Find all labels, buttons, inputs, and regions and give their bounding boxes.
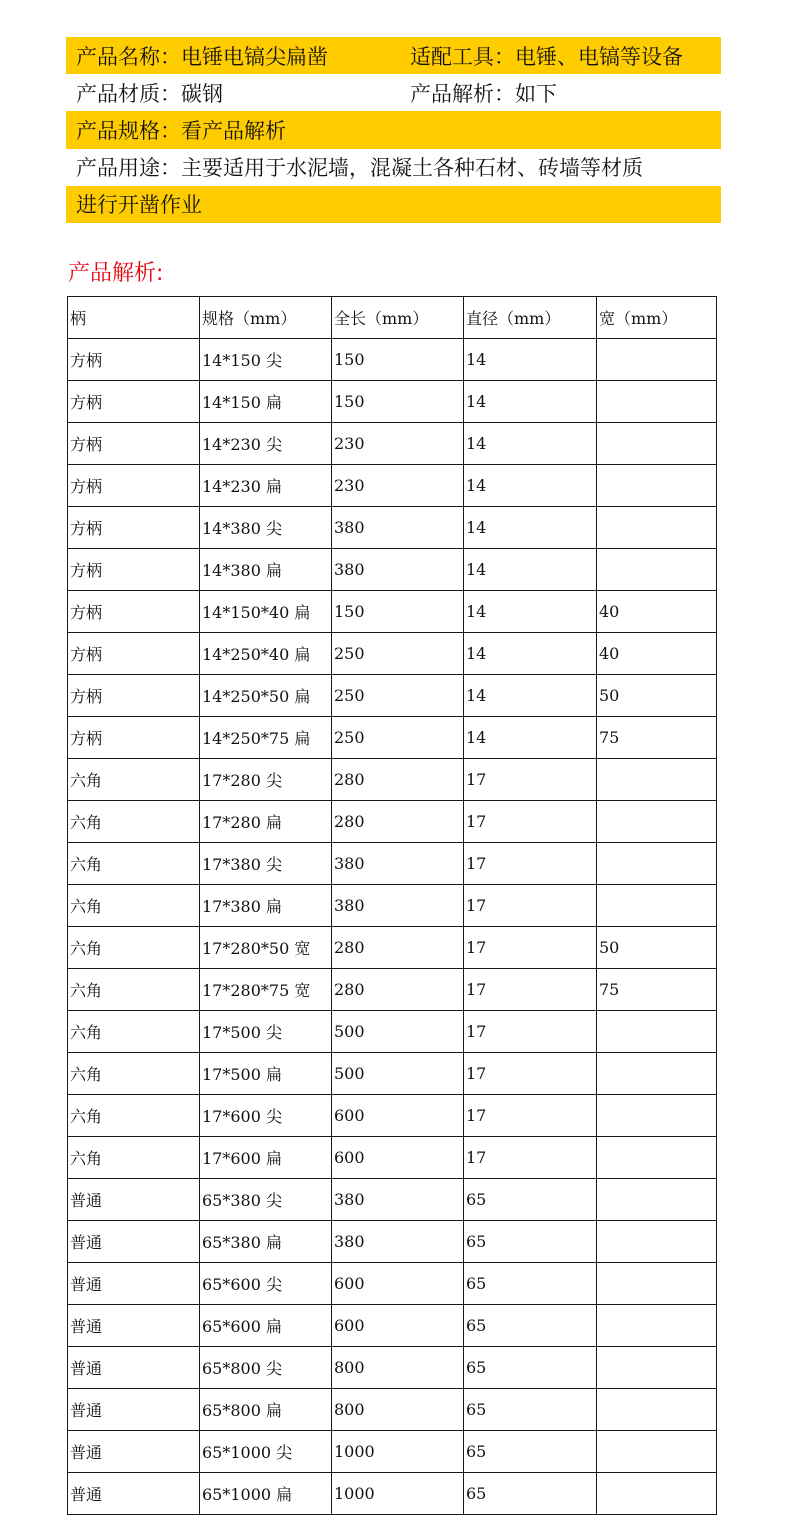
cell-shank: 方柄: [68, 549, 200, 591]
cell-diameter: 17: [464, 1137, 597, 1179]
cell-spec: 14*230 尖: [200, 423, 332, 465]
cell-length: 380: [332, 843, 464, 885]
table-row: [68, 759, 717, 801]
cell-spec: 14*230 扁: [200, 465, 332, 507]
cell-spec: 14*250*75 扁: [200, 717, 332, 759]
table-row: [68, 381, 717, 423]
cell-width: [597, 885, 717, 927]
cell-shank: 六角: [68, 759, 200, 801]
cell-diameter: 65: [464, 1221, 597, 1263]
cell-spec: 65*600 扁: [200, 1305, 332, 1347]
cell-shank: 普通: [68, 1347, 200, 1389]
table-row: [68, 1011, 717, 1053]
product-analysis-note: 产品解析：如下: [410, 81, 557, 106]
product-info-block: [66, 37, 721, 223]
cell-width: 50: [597, 927, 717, 969]
cell-spec: 17*380 扁: [200, 885, 332, 927]
cell-width: [597, 1179, 717, 1221]
table-row: [68, 1473, 717, 1515]
cell-spec: 14*250*50 扁: [200, 675, 332, 717]
table-row: [68, 1305, 717, 1347]
cell-shank: 普通: [68, 1179, 200, 1221]
cell-spec: 17*500 尖: [200, 1011, 332, 1053]
cell-shank: 方柄: [68, 465, 200, 507]
header-spec: 规格（mm）: [200, 297, 332, 339]
cell-diameter: 14: [464, 423, 597, 465]
cell-shank: 方柄: [68, 339, 200, 381]
table-row: [68, 1137, 717, 1179]
cell-shank: 普通: [68, 1473, 200, 1515]
cell-length: 150: [332, 381, 464, 423]
cell-diameter: 65: [464, 1179, 597, 1221]
cell-diameter: 17: [464, 1095, 597, 1137]
cell-length: 500: [332, 1011, 464, 1053]
cell-diameter: 14: [464, 339, 597, 381]
cell-length: 380: [332, 885, 464, 927]
cell-spec: 17*280 尖: [200, 759, 332, 801]
cell-width: [597, 507, 717, 549]
cell-diameter: 14: [464, 675, 597, 717]
cell-diameter: 17: [464, 969, 597, 1011]
cell-width: [597, 759, 717, 801]
cell-spec: 65*1000 尖: [200, 1431, 332, 1473]
info-row-usage-continued: [66, 186, 721, 223]
cell-width: [597, 1263, 717, 1305]
cell-diameter: 65: [464, 1389, 597, 1431]
cell-shank: 方柄: [68, 591, 200, 633]
cell-length: 280: [332, 927, 464, 969]
cell-width: [597, 1053, 717, 1095]
table-row: [68, 633, 717, 675]
table-row: [68, 423, 717, 465]
cell-diameter: 14: [464, 717, 597, 759]
cell-spec: 14*380 扁: [200, 549, 332, 591]
cell-spec: 65*600 尖: [200, 1263, 332, 1305]
table-row: [68, 927, 717, 969]
cell-length: 280: [332, 969, 464, 1011]
cell-length: 250: [332, 675, 464, 717]
cell-length: 380: [332, 1179, 464, 1221]
cell-width: 75: [597, 969, 717, 1011]
table-row: [68, 1347, 717, 1389]
cell-shank: 方柄: [68, 381, 200, 423]
cell-spec: 17*500 扁: [200, 1053, 332, 1095]
cell-shank: 普通: [68, 1305, 200, 1347]
cell-shank: 六角: [68, 969, 200, 1011]
header-shank: 柄: [68, 297, 200, 339]
cell-diameter: 65: [464, 1305, 597, 1347]
product-material: 产品材质：碳钢: [76, 81, 223, 106]
header-width: 宽（mm）: [597, 297, 717, 339]
cell-spec: 65*1000 扁: [200, 1473, 332, 1515]
cell-diameter: 65: [464, 1431, 597, 1473]
table-row: [68, 969, 717, 1011]
cell-length: 230: [332, 423, 464, 465]
cell-diameter: 17: [464, 1053, 597, 1095]
cell-spec: 17*280*75 宽: [200, 969, 332, 1011]
cell-spec: 17*600 扁: [200, 1137, 332, 1179]
cell-spec: 14*150 尖: [200, 339, 332, 381]
header-length: 全长（mm）: [332, 297, 464, 339]
cell-length: 250: [332, 633, 464, 675]
cell-shank: 六角: [68, 885, 200, 927]
table-row: [68, 591, 717, 633]
cell-shank: 方柄: [68, 717, 200, 759]
cell-length: 600: [332, 1305, 464, 1347]
cell-length: 250: [332, 717, 464, 759]
cell-length: 600: [332, 1263, 464, 1305]
cell-diameter: 65: [464, 1473, 597, 1515]
table-row: [68, 675, 717, 717]
cell-width: [597, 1137, 717, 1179]
cell-spec: 14*150*40 扁: [200, 591, 332, 633]
cell-width: [597, 549, 717, 591]
cell-length: 380: [332, 507, 464, 549]
cell-length: 280: [332, 759, 464, 801]
cell-width: [597, 1011, 717, 1053]
cell-width: [597, 465, 717, 507]
table-row: [68, 549, 717, 591]
cell-length: 380: [332, 549, 464, 591]
table-row: [68, 465, 717, 507]
cell-diameter: 14: [464, 633, 597, 675]
cell-width: [597, 1389, 717, 1431]
cell-width: [597, 339, 717, 381]
cell-shank: 六角: [68, 1011, 200, 1053]
table-row: [68, 1221, 717, 1263]
cell-spec: 65*380 扁: [200, 1221, 332, 1263]
cell-diameter: 65: [464, 1263, 597, 1305]
cell-length: 500: [332, 1053, 464, 1095]
spec-table: [67, 296, 717, 1515]
cell-length: 1000: [332, 1473, 464, 1515]
cell-diameter: 17: [464, 843, 597, 885]
cell-shank: 普通: [68, 1431, 200, 1473]
cell-spec: 17*380 尖: [200, 843, 332, 885]
cell-length: 600: [332, 1137, 464, 1179]
cell-shank: 方柄: [68, 633, 200, 675]
product-spec: 产品规格：看产品解析: [76, 118, 286, 143]
cell-width: 75: [597, 717, 717, 759]
cell-width: [597, 1305, 717, 1347]
info-row-usage: [66, 149, 721, 186]
table-row: [68, 1431, 717, 1473]
table-row: [68, 339, 717, 381]
table-row: [68, 717, 717, 759]
cell-length: 380: [332, 1221, 464, 1263]
table-row: [68, 885, 717, 927]
table-row: [68, 1095, 717, 1137]
info-row-material-analysis: [66, 74, 721, 111]
info-row-name-tools: [66, 37, 721, 74]
cell-width: 40: [597, 591, 717, 633]
cell-length: 230: [332, 465, 464, 507]
cell-width: 40: [597, 633, 717, 675]
table-row: [68, 1053, 717, 1095]
table-row: [68, 1179, 717, 1221]
cell-width: [597, 1221, 717, 1263]
cell-spec: 17*280 扁: [200, 801, 332, 843]
table-row: [68, 801, 717, 843]
cell-width: [597, 1347, 717, 1389]
cell-spec: 14*150 扁: [200, 381, 332, 423]
cell-diameter: 17: [464, 1011, 597, 1053]
section-title: 产品解析:: [68, 261, 164, 286]
cell-shank: 普通: [68, 1389, 200, 1431]
cell-length: 800: [332, 1389, 464, 1431]
cell-length: 800: [332, 1347, 464, 1389]
cell-shank: 六角: [68, 801, 200, 843]
cell-spec: 17*280*50 宽: [200, 927, 332, 969]
cell-width: [597, 801, 717, 843]
cell-shank: 普通: [68, 1221, 200, 1263]
cell-length: 600: [332, 1095, 464, 1137]
cell-shank: 六角: [68, 843, 200, 885]
cell-length: 150: [332, 591, 464, 633]
cell-spec: 14*380 尖: [200, 507, 332, 549]
cell-diameter: 17: [464, 927, 597, 969]
cell-length: 280: [332, 801, 464, 843]
header-diameter: 直径（mm）: [464, 297, 597, 339]
cell-diameter: 17: [464, 801, 597, 843]
product-usage: 产品用途：主要适用于水泥墙，混凝土各种石材、砖墙等材质: [76, 156, 643, 181]
info-row-spec: [66, 111, 721, 148]
cell-width: [597, 1431, 717, 1473]
cell-shank: 六角: [68, 1137, 200, 1179]
cell-spec: 65*800 尖: [200, 1347, 332, 1389]
cell-width: 50: [597, 675, 717, 717]
table-row: [68, 1389, 717, 1431]
cell-spec: 65*380 尖: [200, 1179, 332, 1221]
table-row: [68, 507, 717, 549]
cell-diameter: 14: [464, 507, 597, 549]
table-header-row: [68, 297, 717, 339]
product-name: 产品名称：电锤电镐尖扁凿: [76, 44, 328, 69]
table-row: [68, 843, 717, 885]
cell-diameter: 65: [464, 1347, 597, 1389]
cell-diameter: 14: [464, 381, 597, 423]
cell-width: [597, 423, 717, 465]
cell-length: 1000: [332, 1431, 464, 1473]
product-usage-continued: 进行开凿作业: [76, 193, 202, 218]
cell-spec: 65*800 扁: [200, 1389, 332, 1431]
cell-width: [597, 1095, 717, 1137]
cell-shank: 六角: [68, 927, 200, 969]
cell-diameter: 17: [464, 885, 597, 927]
cell-spec: 14*250*40 扁: [200, 633, 332, 675]
cell-diameter: 14: [464, 591, 597, 633]
cell-shank: 六角: [68, 1053, 200, 1095]
cell-width: [597, 843, 717, 885]
cell-width: [597, 381, 717, 423]
cell-width: [597, 1473, 717, 1515]
cell-diameter: 14: [464, 549, 597, 591]
cell-diameter: 14: [464, 465, 597, 507]
cell-length: 150: [332, 339, 464, 381]
cell-shank: 方柄: [68, 423, 200, 465]
table-row: [68, 1263, 717, 1305]
cell-shank: 普通: [68, 1263, 200, 1305]
compatible-tools: 适配工具：电锤、电镐等设备: [410, 44, 683, 69]
cell-shank: 方柄: [68, 507, 200, 549]
cell-shank: 方柄: [68, 675, 200, 717]
cell-spec: 17*600 尖: [200, 1095, 332, 1137]
cell-diameter: 17: [464, 759, 597, 801]
cell-shank: 六角: [68, 1095, 200, 1137]
